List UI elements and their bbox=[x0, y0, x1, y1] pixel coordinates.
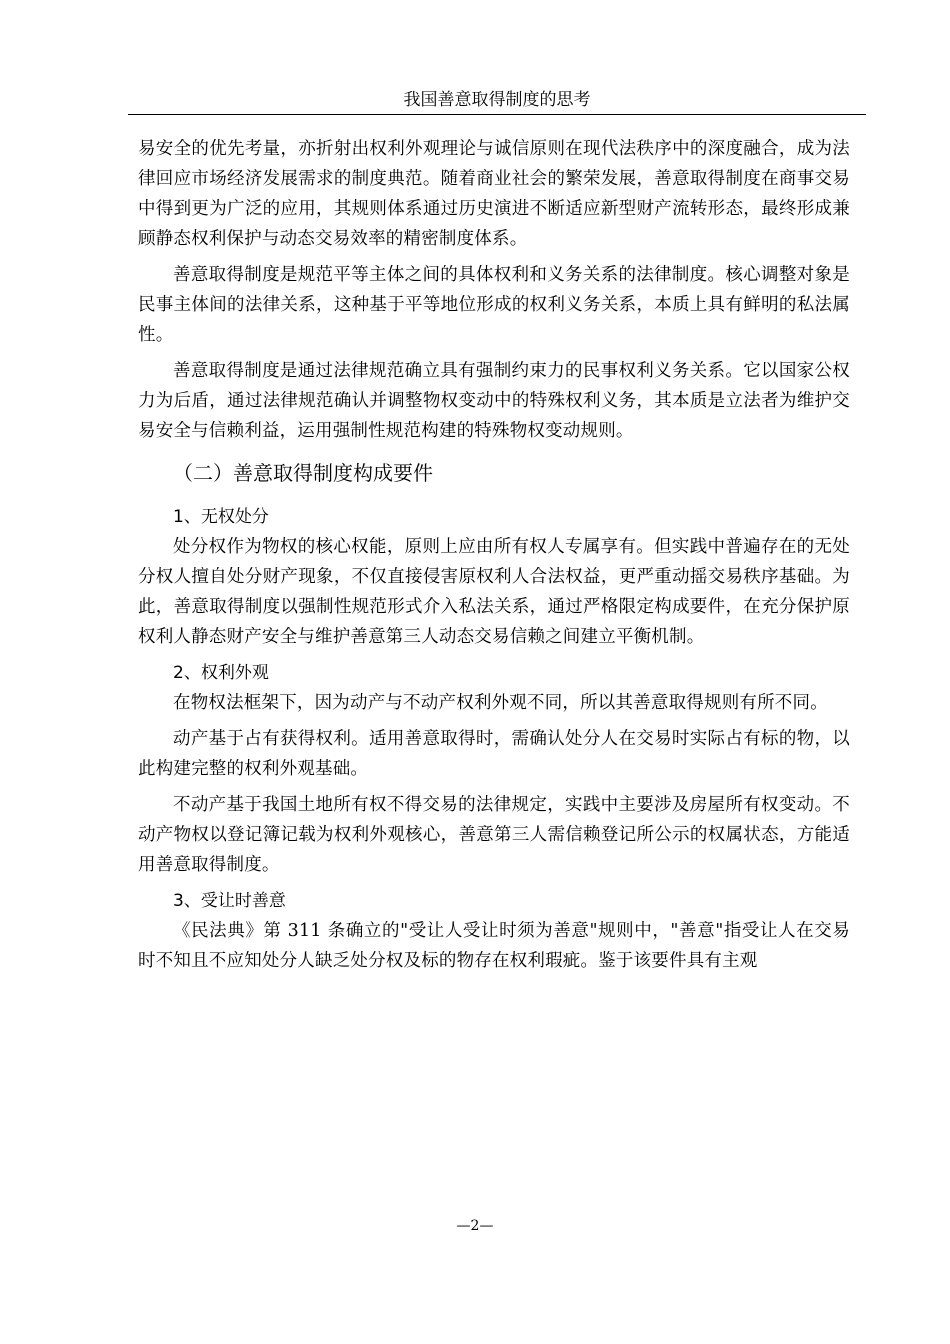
paragraph: 动产基于占有获得权利。适用善意取得时，需确认处分人在交易时实际占有标的物，以此构建完整的权利外观基础。 bbox=[138, 729, 850, 779]
section-heading: （二）善意取得制度构成要件 bbox=[173, 461, 433, 485]
document-body bbox=[138, 134, 850, 976]
paragraph: 在物权法框架下，因为动产与不动产权利外观不同，所以其善意取得规则有所不同。 bbox=[173, 693, 828, 713]
paragraph: 善意取得制度是规范平等主体之间的具体权利和义务关系的法律制度。核心调整对象是民事主体间的法律关系，这种基于平等地位形成的权利义务关系，本质上具有鲜明的私法属性。 bbox=[138, 265, 850, 345]
header-divider bbox=[128, 114, 866, 115]
paragraph: 处分权作为物权的核心权能，原则上应由所有权人专属享有。但实践中普遍存在的无处分权人擅自处分财产现象，不仅直接侵害原权利人合法权益，更严重动摇交易秩序基础。为此，善意取得制度以强制性规范形式介入私法关系，通过严格限定构成要件，在充分保护原权利人静态财产安全与维护善意第三人动态交易信赖之间建立平衡机制。 bbox=[138, 537, 850, 647]
paragraph: 善意取得制度是通过法律规范确立具有强制约束力的民事权利义务关系。它以国家公权力为后盾，通过法律规范确认并调整物权变动中的特殊权利义务，其本质是立法者为维护交易安全与信赖利益，运用强制性规范构建的特殊物权变动规则。 bbox=[138, 361, 850, 441]
subsection-heading: 2、权利外观 bbox=[173, 663, 269, 683]
paragraph: 《民法典》第 311 条确立的"受让人受让时须为善意"规则中，"善意"指受让人在交易时不知且不应知处分人缺乏处分权及标的物存在权利瑕疵。鉴于该要件具有主观 bbox=[138, 921, 850, 971]
page-number: —2— bbox=[456, 1218, 494, 1234]
paragraph: 不动产基于我国土地所有权不得交易的法律规定，实践中主要涉及房屋所有权变动。不动产物权以登记簿记载为权利外观核心，善意第三人需信赖登记所公示的权属状态，方能适用善意取得制度。 bbox=[138, 795, 850, 875]
subsection-heading: 3、受让时善意 bbox=[173, 891, 286, 911]
subsection-heading: 1、无权处分 bbox=[173, 507, 269, 527]
paragraph-continued: 易安全的优先考量，亦折射出权利外观理论与诚信原则在现代法秩序中的深度融合，成为法律回应市场经济发展需求的制度典范。随着商业社会的繁荣发展，善意取得制度在商事交易中得到更为广泛的应用，其规则体系通过历史演进不断适应新型财产流转形态，最终形成兼顾静态权利保护与动态交易效率的精密制度体系。 bbox=[138, 139, 850, 249]
running-header-title: 我国善意取得制度的思考 bbox=[403, 90, 591, 110]
